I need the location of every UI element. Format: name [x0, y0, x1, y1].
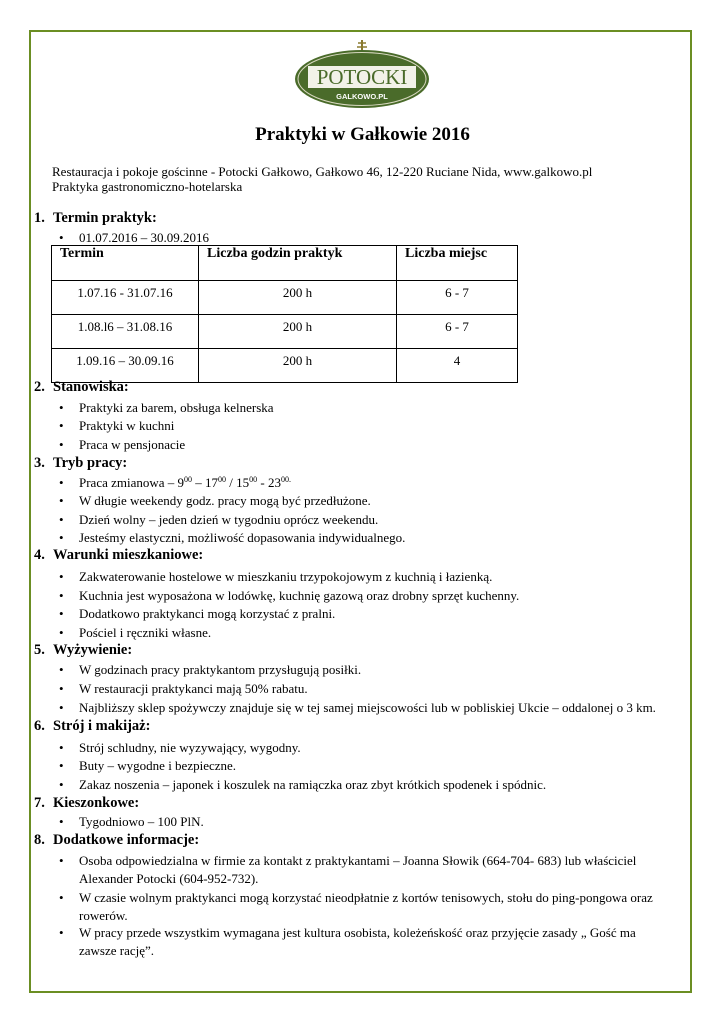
table-cell: 1.09.16 – 30.09.16: [52, 349, 199, 383]
table-cell: 1.08.l6 – 31.08.16: [52, 315, 199, 349]
table-cell: 4: [397, 349, 518, 383]
list-item: • Dodatkowo praktykanci mogą korzystać z pralni.: [59, 606, 336, 621]
bullet-icon: •: [59, 437, 64, 452]
bullet-icon: •: [59, 681, 64, 696]
bullet-icon: •: [59, 569, 64, 584]
bullet-icon: •: [59, 777, 64, 792]
table-row: [52, 349, 518, 383]
bullet-icon: •: [59, 700, 64, 715]
list-item: • W czasie wolnym praktykanci mogą korzystać nieodpłatnie z kortów tenisowych, stołu do ping-pongowa oraz rowerów.: [59, 890, 653, 923]
list-item: • Jesteśmy elastyczni, możliwość dopasowania indywidualnego.: [59, 530, 406, 545]
bullet-icon: •: [59, 740, 64, 755]
section-heading: 2. Stanowiska:: [34, 379, 129, 395]
bullet-icon: •: [59, 606, 64, 621]
intro: [52, 164, 592, 194]
section-heading: 5. Wyżywienie:: [34, 642, 133, 658]
list-item: • Dzień wolny – jeden dzień w tygodniu oprócz weekendu.: [59, 512, 379, 527]
section-heading: 1. Termin praktyk:: [34, 210, 157, 226]
list-item: • Osoba odpowiedzialna w firmie za kontakt z praktykantami – Joanna Słowik (664-704- 683) lub właściciel Alexander Potocki (604-952-732).: [59, 853, 637, 886]
list-item: • W długie weekendy godz. pracy mogą być przedłużone.: [59, 493, 371, 508]
table-cell: 200 h: [199, 349, 397, 383]
bullet-icon: •: [59, 662, 64, 677]
list-item: • Praca w pensjonacie: [59, 437, 186, 452]
bullet-icon: •: [59, 493, 64, 508]
table-cell: 1.07.16 - 31.07.16: [52, 281, 199, 315]
table-header: Termin: [52, 246, 199, 281]
table-cell: 6 - 7: [397, 281, 518, 315]
page-title: Praktyki w Gałkowie 2016: [255, 124, 470, 145]
table-header-row: [52, 246, 518, 281]
list-item: • Buty – wygodne i bezpieczne.: [59, 758, 237, 773]
table-row: [52, 315, 518, 349]
list-item: • Pościel i ręczniki własne.: [59, 625, 212, 640]
intro-subtitle: Praktyka gastronomiczno-hotelarska: [52, 179, 243, 194]
list-item: • Tygodniowo – 100 PlN.: [59, 814, 204, 829]
schedule-table: [51, 245, 518, 383]
section-heading: 4. Warunki mieszkaniowe:: [34, 547, 204, 563]
table-cell: 200 h: [199, 315, 397, 349]
section-heading: 8. Dodatkowe informacje:: [34, 832, 200, 848]
logo-site: GALKOWO.PL: [336, 92, 388, 101]
list-item: • Praktyki za barem, obsługa kelnerska: [59, 400, 274, 415]
bullet-icon: •: [59, 530, 64, 545]
list-item: • Praktyki w kuchni: [59, 418, 175, 433]
bullet-icon: •: [59, 512, 64, 527]
intro-address: Restauracja i pokoje gościnne - Potocki Gałkowo, Gałkowo 46, 12-220 Ruciane Nida, www.galkowo.pl: [52, 164, 593, 179]
bullet-icon: •: [59, 400, 64, 415]
bullet-icon: •: [59, 853, 64, 868]
bullet-icon: •: [59, 588, 64, 603]
section-heading: 6. Strój i makijaż:: [34, 718, 151, 734]
table-header: Liczba godzin praktyk: [199, 246, 397, 281]
bullet-icon: •: [59, 475, 64, 490]
bullet-icon: •: [59, 890, 64, 905]
list-item: • Praca zmianowa – $9^{00} - 17^{00} / 15^{00} - 23^{00.}$: [59, 475, 292, 490]
list-item: • Zakaz noszenia – japonek i koszulek na ramiączka oraz zbyt krótkich spodenek i spódnic.: [59, 777, 547, 792]
section-heading: 3. Tryb pracy:: [34, 455, 128, 471]
table-row: [52, 281, 518, 315]
list-item: • 01.07.2016 – 30.09.2016: [59, 230, 209, 245]
logo-brand: POTOCKI: [316, 65, 408, 89]
bullet-icon: •: [59, 230, 64, 245]
bullet-icon: •: [59, 925, 64, 940]
potocki-logo: [293, 38, 431, 110]
bullet-icon: •: [59, 758, 64, 773]
table-cell: 6 - 7: [397, 315, 518, 349]
section-heading: 7. Kieszonkowe:: [34, 795, 140, 811]
list-item: • Zakwaterowanie hostelowe w mieszkaniu trzypokojowym z kuchnią i łazienką.: [59, 569, 493, 584]
list-item: • W pracy przede wszystkim wymagana jest kultura osobista, koleżeńskość oraz przyjęcie zasady „ Gość ma zawsze rację”.: [59, 925, 636, 958]
list-item: • W restauracji praktykanci mają 50% rabatu.: [59, 681, 308, 696]
table-cell: 200 h: [199, 281, 397, 315]
bullet-icon: •: [59, 814, 64, 829]
list-item: • Najbliższy sklep spożywczy znajduje się w tej samej miejscowości lub w pobliskiej Ukcie – oddalonej o 3 km.: [59, 700, 656, 715]
list-item: • Kuchnia jest wyposażona w lodówkę, kuchnię gazową oraz drobny sprzęt kuchenny.: [59, 588, 520, 603]
list-item: • W godzinach pracy praktykantom przysługują posiłki.: [59, 662, 362, 677]
bullet-icon: •: [59, 625, 64, 640]
bullet-icon: •: [59, 418, 64, 433]
table-header: Liczba miejsc: [397, 246, 518, 281]
list-item: • Strój schludny, nie wyzywający, wygodny.: [59, 740, 301, 755]
